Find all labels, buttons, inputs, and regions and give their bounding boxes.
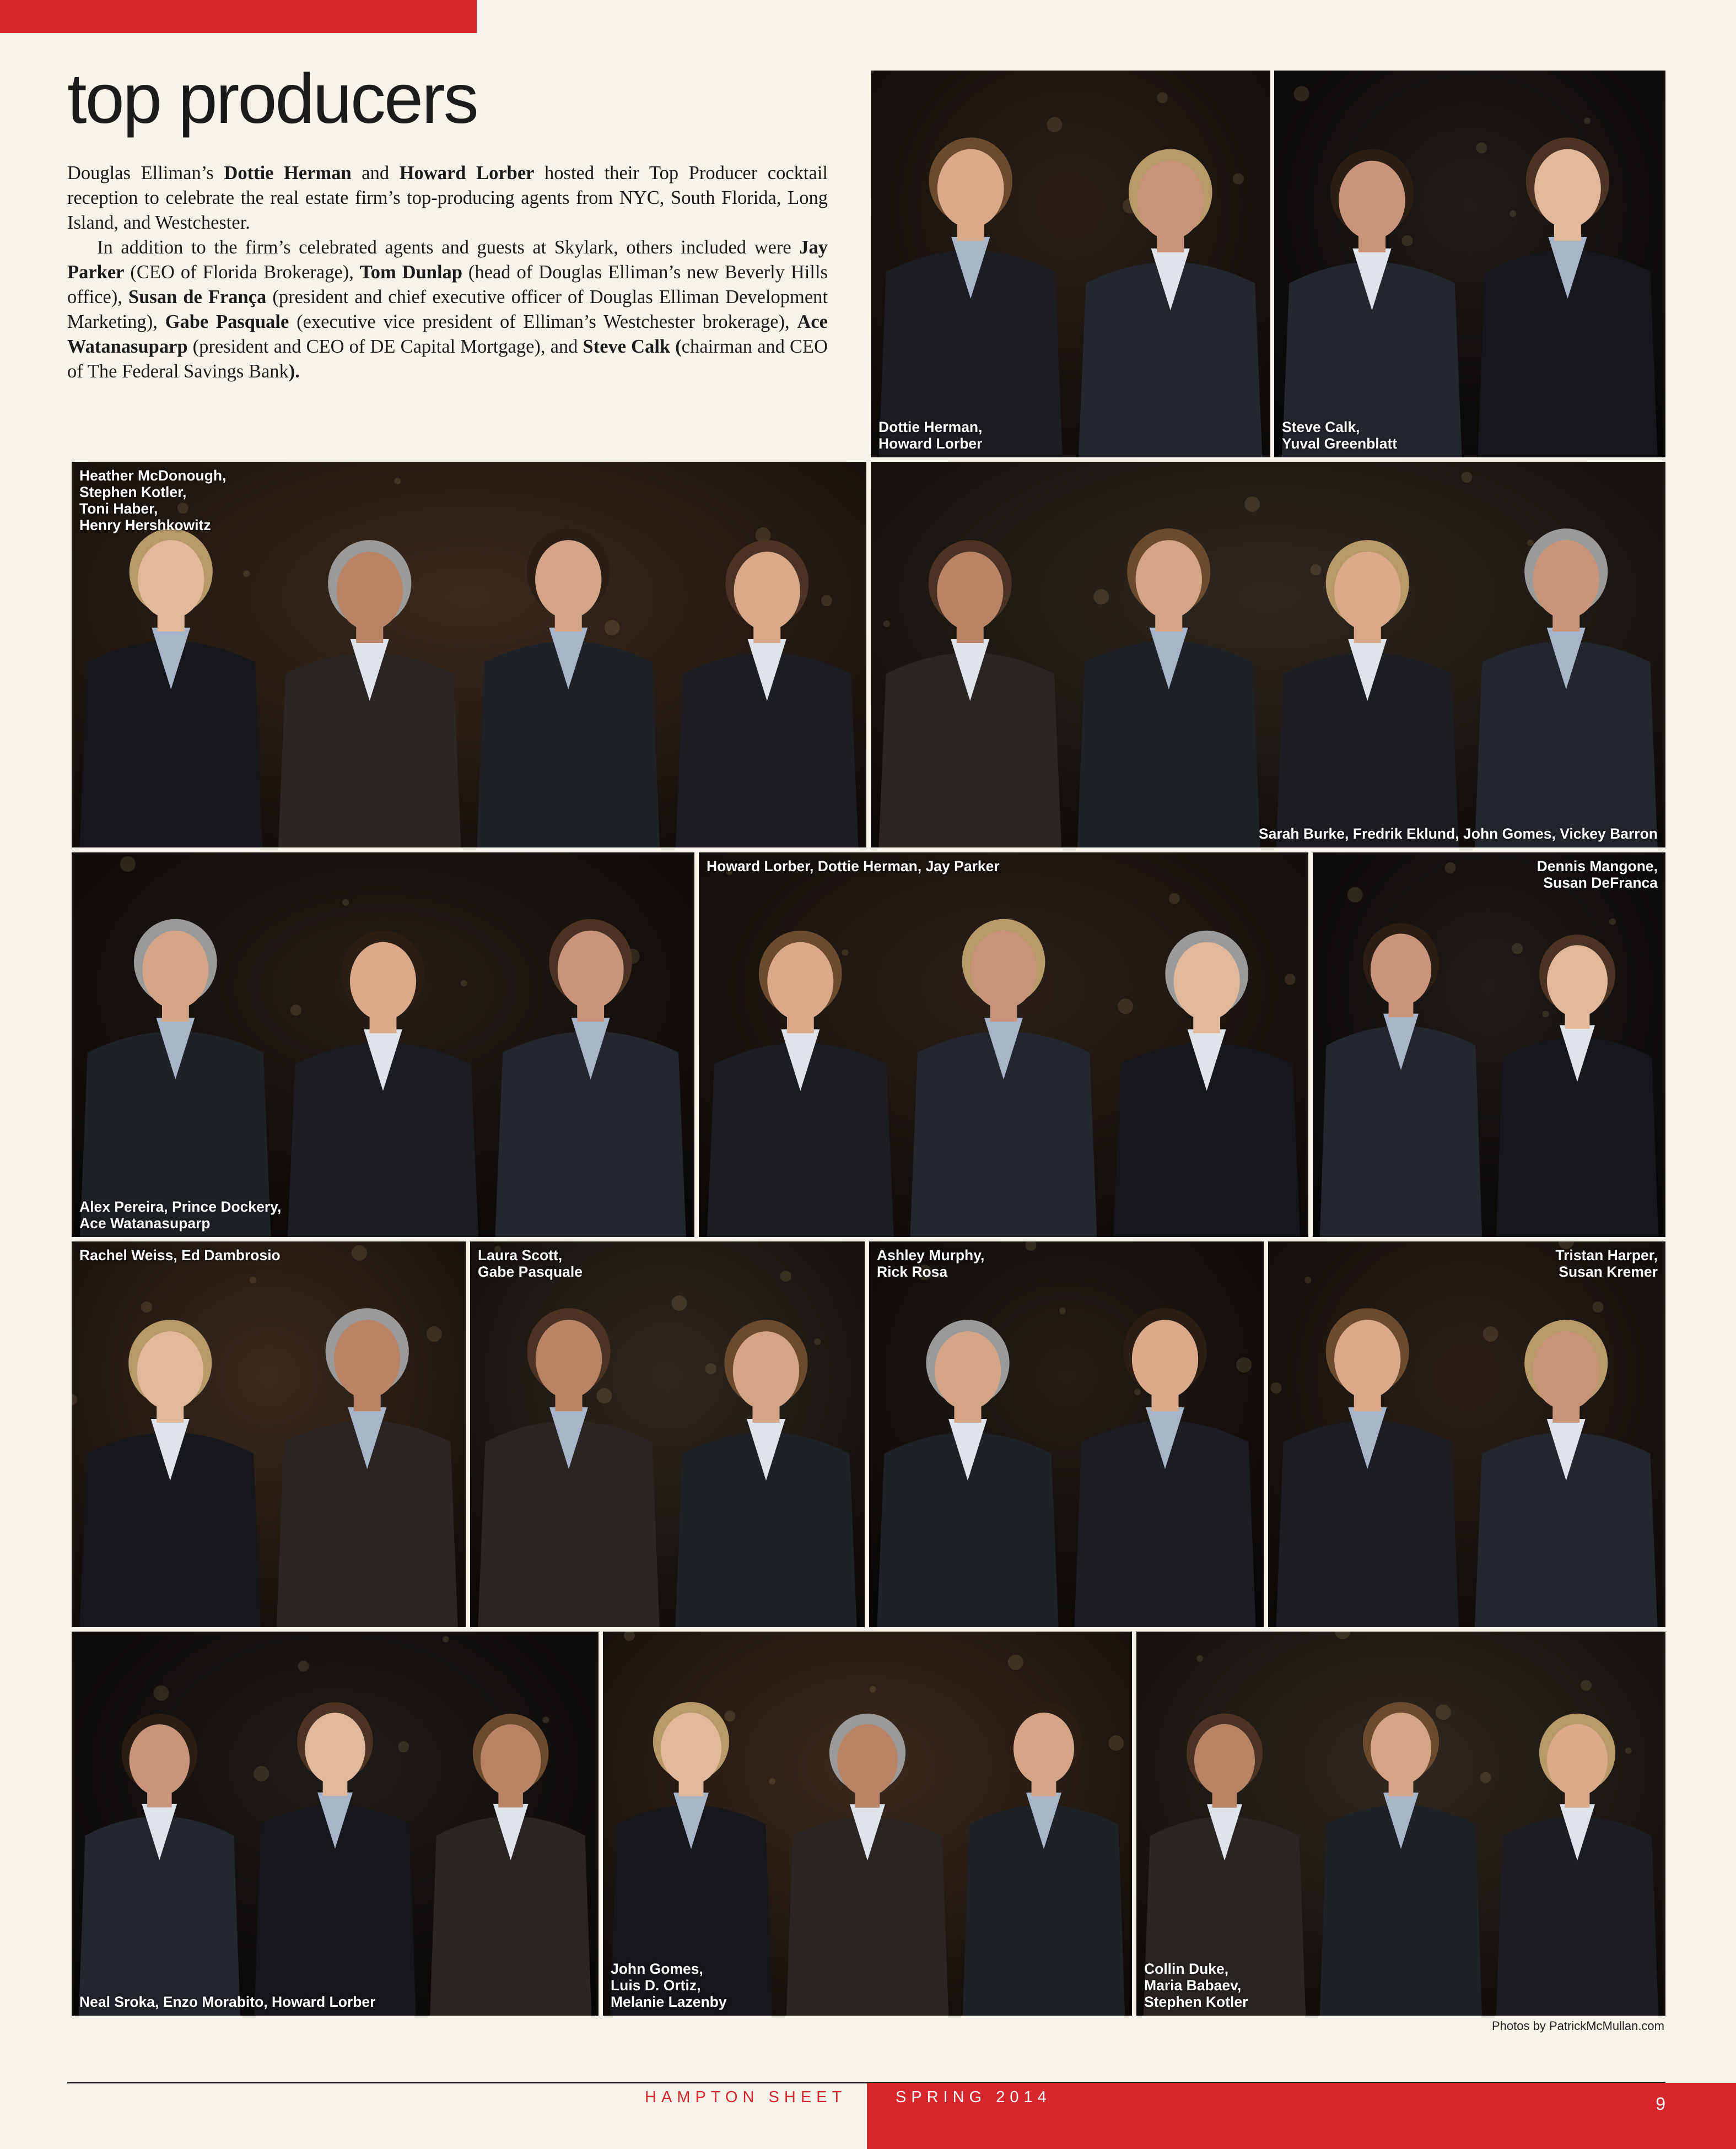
intro-run: and xyxy=(351,163,400,183)
intro-name: ). xyxy=(288,361,300,382)
bokeh-light xyxy=(394,478,401,484)
bokeh-light xyxy=(724,1710,735,1721)
bokeh-light xyxy=(1134,1389,1141,1395)
photo-scene xyxy=(603,1632,1132,2016)
bokeh-light xyxy=(427,1326,442,1342)
intro-name: Gabe Pasquale xyxy=(165,311,289,332)
photo xyxy=(1136,1632,1665,2016)
bokeh-light xyxy=(1093,589,1109,604)
bokeh-light xyxy=(342,899,349,906)
photo-scene xyxy=(1274,71,1665,457)
intro-paragraph-2 xyxy=(67,235,828,384)
photo xyxy=(1268,1241,1665,1627)
bokeh-light xyxy=(842,949,848,955)
intro-run: chairman and CEO of The Federal Savings Bank xyxy=(67,336,828,382)
photo-caption: Steve Calk, Yuval Greenblatt xyxy=(1282,419,1398,452)
photo-scene xyxy=(1136,1632,1665,2016)
photo-scene xyxy=(871,462,1665,847)
bokeh-light xyxy=(1625,1747,1632,1754)
bokeh-light xyxy=(398,1741,409,1752)
photo-scene xyxy=(72,1632,599,2016)
bokeh-light xyxy=(1236,1357,1252,1373)
intro-paragraph-1 xyxy=(67,161,828,235)
bokeh-light xyxy=(352,1245,367,1261)
bokeh-light xyxy=(883,620,890,627)
bokeh-light xyxy=(1445,862,1456,873)
bokeh-light xyxy=(154,1686,169,1701)
photo-caption: Dottie Herman, Howard Lorber xyxy=(878,419,983,452)
bokeh-light xyxy=(596,1388,612,1403)
photo-scene xyxy=(869,1241,1264,1627)
bokeh-light xyxy=(1059,1308,1066,1314)
bokeh-light xyxy=(243,570,250,577)
photo xyxy=(603,1632,1132,2016)
photo-caption: Ashley Murphy, Rick Rosa xyxy=(877,1247,985,1280)
photo xyxy=(1313,852,1665,1237)
bokeh-light xyxy=(1462,472,1473,483)
photo xyxy=(72,462,866,847)
photo-caption: Howard Lorber, Dottie Herman, Jay Parker xyxy=(707,858,1000,874)
intro-run: (executive vice president of Elliman’s Westchester brokerage), xyxy=(289,311,797,332)
bokeh-light xyxy=(298,1661,309,1672)
intro-name: Steve Calk ( xyxy=(583,336,682,357)
bokeh-light xyxy=(1169,893,1180,904)
photo-scene xyxy=(72,852,694,1237)
photo xyxy=(699,852,1308,1237)
bokeh-light xyxy=(290,1005,301,1016)
photo-caption: Sarah Burke, Fredrik Eklund, John Gomes, Vickey Barron xyxy=(1258,825,1658,842)
bokeh-light xyxy=(1584,117,1591,124)
bokeh-light xyxy=(1311,564,1322,575)
intro-name: Ace Watanasuparp xyxy=(67,311,828,357)
photo-caption: Collin Duke, Maria Babaev, Stephen Kotler xyxy=(1144,1961,1248,2010)
bokeh-light xyxy=(1476,142,1487,153)
bokeh-light xyxy=(1285,974,1296,985)
footer-publication: HAMPTON SHEET xyxy=(645,2088,847,2106)
photo-scene xyxy=(470,1241,865,1627)
photo-scene xyxy=(699,852,1308,1237)
bokeh-light xyxy=(1509,210,1516,217)
intro-run: (head of Douglas Elliman’s new Beverly Hills office), xyxy=(67,262,828,307)
bokeh-light xyxy=(1581,1680,1592,1691)
bokeh-light xyxy=(250,1277,256,1283)
bokeh-light xyxy=(1270,1383,1281,1394)
intro-name: Jay Parker xyxy=(67,237,828,283)
photo-caption: Heather McDonough, Stephen Kotler, Toni Haber, Henry Hershkowitz xyxy=(79,467,227,533)
bokeh-light xyxy=(1196,1655,1203,1662)
bokeh-light xyxy=(1008,1655,1023,1670)
bokeh-light xyxy=(1294,86,1309,101)
bokeh-light xyxy=(120,856,136,872)
bokeh-light xyxy=(443,1636,449,1643)
intro-run: (CEO of Florida Brokerage), xyxy=(124,262,360,283)
bokeh-light xyxy=(542,1716,549,1723)
photo xyxy=(869,1241,1264,1627)
bokeh-light xyxy=(1118,998,1133,1014)
photo xyxy=(72,1241,466,1627)
photo xyxy=(871,71,1270,457)
photo xyxy=(72,1632,599,2016)
bokeh-light xyxy=(870,1686,876,1693)
photo xyxy=(72,852,694,1237)
photo-caption: John Gomes, Luis D. Ortiz, Melanie Lazenby xyxy=(611,1961,727,2010)
bokeh-light xyxy=(769,1778,775,1785)
bokeh-light xyxy=(814,1338,821,1345)
bokeh-light xyxy=(141,1302,152,1313)
bokeh-light xyxy=(1527,539,1534,546)
bokeh-light xyxy=(1233,174,1244,185)
bokeh-light xyxy=(1108,1735,1124,1751)
bokeh-light xyxy=(1436,1704,1451,1720)
bokeh-light xyxy=(705,1363,716,1374)
top-red-bar xyxy=(0,0,477,33)
bokeh-light xyxy=(1244,496,1260,512)
intro-run: (president and chief executive officer of Douglas Elliman Development Marketing), xyxy=(67,287,828,332)
bokeh-light xyxy=(780,1271,791,1282)
intro-text xyxy=(67,161,828,384)
photo-scene xyxy=(871,71,1270,457)
bokeh-light xyxy=(1157,92,1168,103)
bokeh-light xyxy=(1347,887,1363,903)
photo-caption: Laura Scott, Gabe Pasquale xyxy=(478,1247,583,1280)
bokeh-light xyxy=(1609,919,1616,925)
photo-caption: Rachel Weiss, Ed Dambrosio xyxy=(79,1247,281,1264)
bokeh-light xyxy=(1483,1326,1498,1342)
intro-name: Susan de França xyxy=(128,287,267,307)
photo-caption: Alex Pereira, Prince Dockery, Ace Watanasuparp xyxy=(79,1198,282,1232)
bokeh-light xyxy=(1592,1302,1603,1313)
photo xyxy=(470,1241,865,1627)
page-number: 9 xyxy=(1656,2094,1665,2114)
bokeh-light xyxy=(821,595,832,606)
photo-scene xyxy=(72,1241,466,1627)
photo xyxy=(871,462,1665,847)
bokeh-light xyxy=(254,1766,269,1781)
photo-scene xyxy=(1268,1241,1665,1627)
photo-caption: Dennis Mangone, Susan DeFranca xyxy=(1536,858,1658,891)
bokeh-light xyxy=(1480,1772,1491,1783)
photo-credit: Photos by PatrickMcMullan.com xyxy=(1492,2019,1664,2033)
intro-run: Douglas Elliman’s xyxy=(67,163,224,183)
photo xyxy=(1274,71,1665,457)
photo-caption: Neal Sroka, Enzo Morabito, Howard Lorber xyxy=(79,1994,376,2010)
intro-run: (president and CEO of DE Capital Mortgage), and xyxy=(187,336,583,357)
bokeh-light xyxy=(1401,235,1412,246)
intro-name: Tom Dunlap xyxy=(359,262,462,283)
intro-run: hosted their Top Producer cocktail reception to celebrate the real estate firm’s top-producing agents from NYC, South Florida, Long Island, and Westchester. xyxy=(67,163,828,233)
bokeh-light xyxy=(1047,117,1063,132)
photo-caption: Tristan Harper, Susan Kremer xyxy=(1555,1247,1658,1280)
page-title: top producers xyxy=(67,60,477,138)
footer-issue: SPRING 2014 xyxy=(896,2088,1052,2106)
bokeh-light xyxy=(1512,943,1523,954)
bokeh-light xyxy=(461,980,467,986)
bokeh-light xyxy=(1542,1011,1549,1017)
photo-scene xyxy=(1313,852,1665,1237)
intro-name: Howard Lorber xyxy=(399,163,535,183)
intro-name: Dottie Herman xyxy=(224,163,352,183)
bokeh-light xyxy=(1304,1277,1311,1283)
bokeh-light xyxy=(671,1295,687,1311)
intro-run: In addition to the firm’s celebrated agents and guests at Skylark, others included were xyxy=(97,237,800,258)
bokeh-light xyxy=(605,620,620,635)
